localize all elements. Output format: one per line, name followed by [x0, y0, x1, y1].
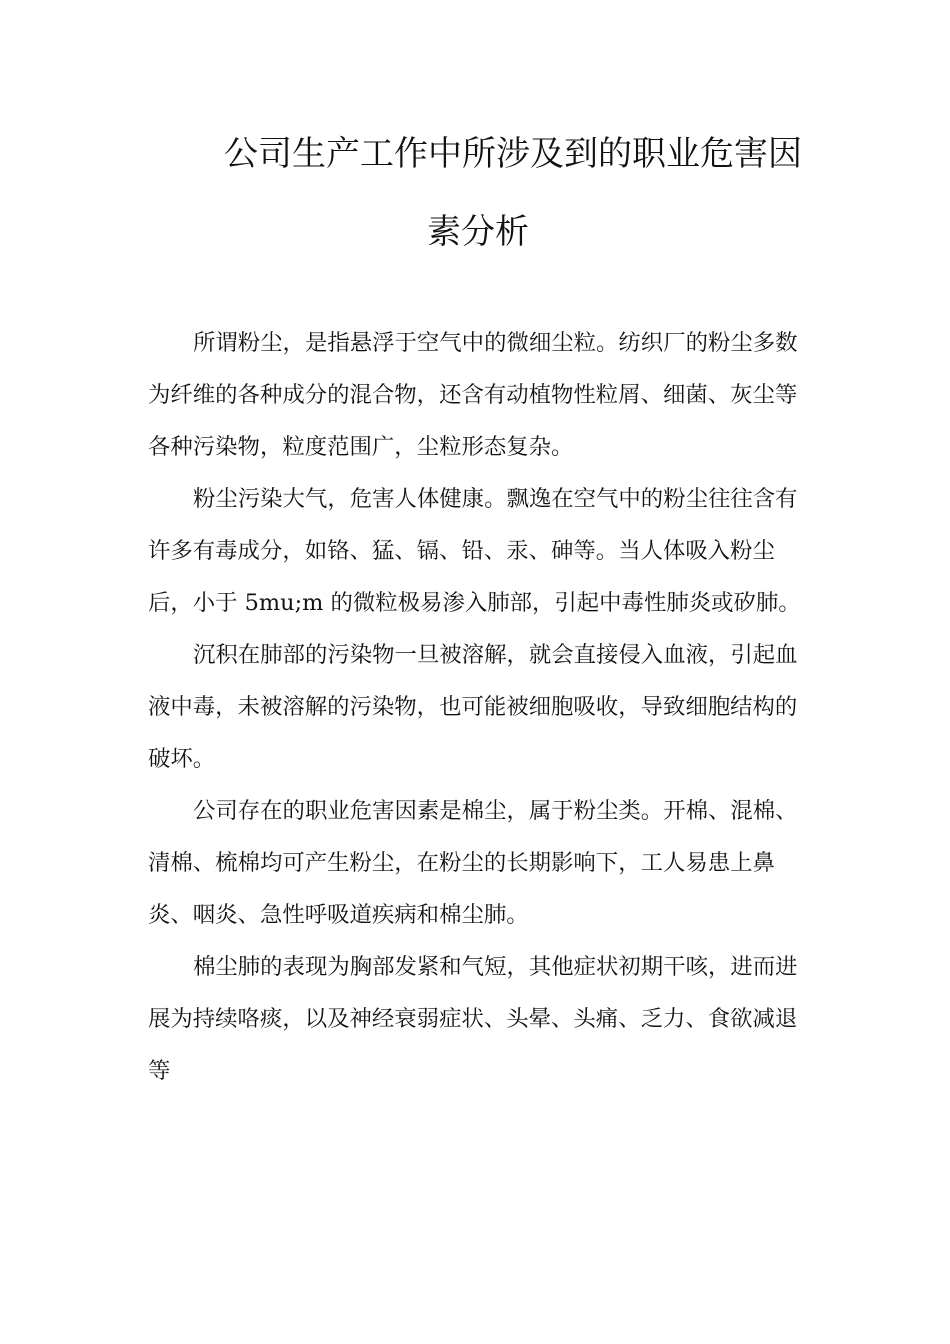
body-text [148, 317, 801, 1097]
paragraph-line: 棉尘肺的表现为胸部发紧和气短，其他症状初期干咳，进而进 [193, 954, 798, 980]
paragraph-line: 等 [148, 1058, 171, 1084]
paragraph-line: 粉尘污染大气，危害人体健康。飘逸在空气中的粉尘往往含有 [193, 486, 798, 512]
title-line-2: 素分析 [427, 212, 529, 252]
paragraph-line: 各种污染物，粒度范围广，尘粒形态复杂。 [148, 434, 574, 460]
paragraph-5 [148, 941, 798, 1097]
page-title [148, 115, 808, 271]
paragraph-4 [148, 785, 798, 941]
paragraph-line: 炎、咽炎、急性呼吸道疾病和棉尘肺。 [148, 902, 529, 928]
paragraph-line: 液中毒，未被溶解的污染物，也可能被细胞吸收，导致细胞结构的 [148, 694, 798, 720]
paragraph-1 [148, 317, 798, 473]
title-line-1: 公司生产工作中所涉及到的职业危害因 [224, 134, 802, 174]
paragraph-line: 为纤维的各种成分的混合物，还含有动植物性粒屑、细菌、灰尘等 [148, 382, 798, 408]
paragraph-line: 后，小于 5mu;m 的微粒极易渗入肺部，引起中毒性肺炎或矽肺。 [148, 590, 801, 616]
paragraph-line: 破坏。 [148, 746, 216, 772]
paragraph-3 [148, 629, 798, 785]
paragraph-line: 沉积在肺部的污染物一旦被溶解，就会直接侵入血液，引起血 [193, 642, 798, 668]
paragraph-line: 公司存在的职业危害因素是棉尘，属于粉尘类。开棉、混棉、 [193, 798, 798, 824]
paragraph-line: 展为持续咯痰，以及神经衰弱症状、头晕、头痛、乏力、食欲减退 [148, 1006, 798, 1032]
paragraph-2 [148, 473, 801, 629]
paragraph-line: 所谓粉尘，是指悬浮于空气中的微细尘粒。纺织厂的粉尘多数 [193, 330, 798, 356]
paragraph-line: 许多有毒成分，如铬、猛、镉、铅、汞、砷等。当人体吸入粉尘 [148, 538, 775, 564]
paragraph-line: 清棉、梳棉均可产生粉尘，在粉尘的长期影响下，工人易患上鼻 [148, 850, 775, 876]
